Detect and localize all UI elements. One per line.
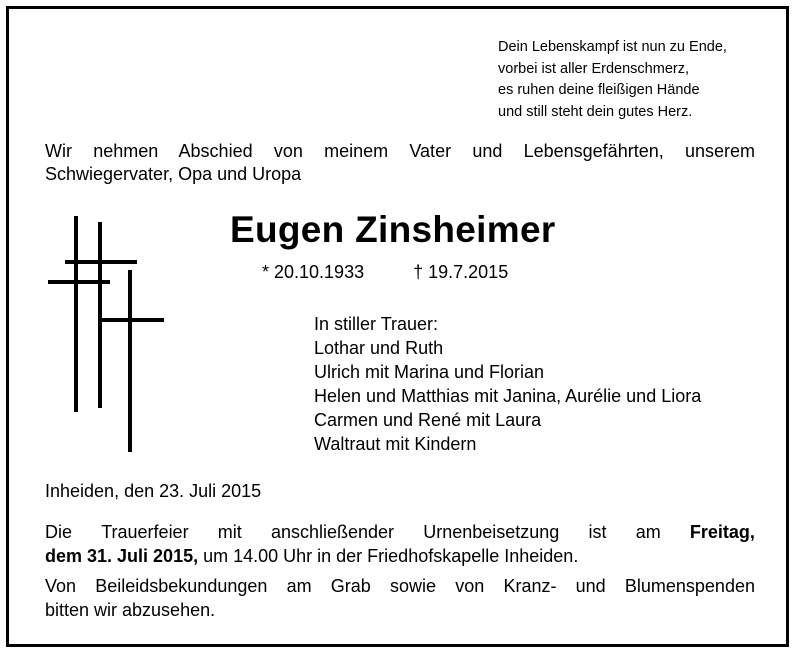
deceased-name: Eugen Zinsheimer [230, 209, 556, 250]
mourners-heading: In stiller Trauer: [314, 314, 439, 334]
condolence-word: sowie [390, 576, 437, 596]
condolence-word: Von [45, 576, 77, 596]
condolence-line: bitten wir abzusehen. [45, 600, 216, 620]
poem [498, 37, 768, 123]
condolence-word: und [575, 576, 606, 596]
funeral-day: Freitag, [689, 522, 755, 542]
funeral-word: ist [588, 522, 607, 542]
mourner-entry: Helen und Matthias mit Janina, Aurélie und Liora [314, 386, 702, 406]
funeral-date: dem 31. Juli 2015, [45, 546, 199, 566]
funeral-word: am [635, 522, 661, 542]
mourner-entry: Waltraut mit Kindern [314, 434, 477, 454]
funeral-notice [45, 520, 755, 568]
funeral-word: anschließender [270, 522, 395, 542]
poem-line: vorbei ist aller Erdenschmerz, [498, 60, 689, 77]
condolence-word: am [286, 576, 312, 596]
condolence-word: Beileidsbekundungen [95, 576, 268, 596]
condolence-word: Blumenspenden [624, 576, 755, 596]
intro-text: Wir nehmen Abschied von meinem Vater und Lebensgefährten, unserem Schwiegervater, Opa und Uropa [45, 141, 755, 184]
condolence-word: Grab [330, 576, 371, 596]
cross-left-vertical [74, 216, 78, 412]
condolence-word: Kranz- [503, 576, 557, 596]
death-date: † 19.7.2015 [413, 262, 509, 282]
funeral-word: Urnenbeisetzung [423, 522, 560, 542]
poem-line: Dein Lebenskampf ist nun zu Ende, [498, 39, 727, 55]
poem-line: und still steht dein gutes Herz. [498, 103, 693, 120]
condolence-notice [45, 574, 755, 622]
cross-right-vertical-2 [128, 270, 132, 452]
funeral-word: mit [217, 522, 242, 542]
funeral-time-place: um 14.00 Uhr in der Friedhofskapelle Inheiden. [198, 546, 579, 566]
funeral-word: Die [45, 522, 73, 542]
cross-right-vertical [98, 222, 102, 408]
mourner-entry: Ulrich mit Marina und Florian [314, 362, 545, 382]
birth-date: * 20.10.1933 [262, 262, 365, 282]
mourners-list [314, 312, 701, 456]
mourner-entry: Carmen und René mit Laura [314, 410, 542, 430]
condolence-word: von [455, 576, 485, 596]
mourner-entry: Lothar und Ruth [314, 338, 444, 358]
poem-line: es ruhen deine fleißigen Hände [498, 82, 700, 98]
funeral-word: Trauerfeier [101, 522, 189, 542]
cross-right-beam [98, 318, 164, 322]
place-date: Inheiden, den 23. Juli 2015 [45, 481, 262, 501]
life-dates [262, 260, 508, 284]
two-crosses-icon [44, 216, 168, 456]
